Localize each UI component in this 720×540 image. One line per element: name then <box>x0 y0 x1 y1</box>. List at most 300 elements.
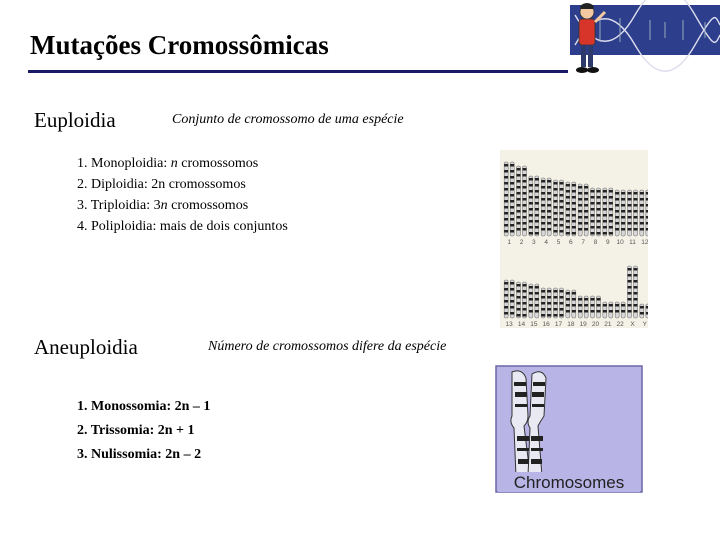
karyotype-label: 22 <box>616 321 624 328</box>
chromosome-band <box>517 216 521 219</box>
page-title: Mutações Cromossômicas <box>30 30 329 60</box>
chromosome-band <box>504 300 508 303</box>
chromosome-band <box>572 304 576 307</box>
chromosome-band <box>554 200 558 203</box>
chromosome-band <box>541 180 545 183</box>
chromosome-band <box>523 168 527 171</box>
chromosome-band <box>547 186 551 189</box>
chromosome-band <box>621 304 625 307</box>
chromosome-band <box>560 200 564 203</box>
chromosome-band <box>529 184 533 187</box>
karyotype-label: X <box>630 321 635 328</box>
chromosome-band <box>566 226 570 229</box>
chromosome-band <box>504 288 508 291</box>
chromosome-band <box>603 196 607 199</box>
chromosome-band <box>640 204 644 207</box>
chromosome-band <box>572 226 576 229</box>
chromosome-band <box>634 310 638 313</box>
chromosome-band <box>634 222 638 225</box>
chromosome-band <box>591 304 595 307</box>
chromosome-band <box>529 196 533 199</box>
chromosome-band <box>523 222 527 225</box>
chromosome-band <box>560 188 564 191</box>
chromosome-band <box>517 168 521 171</box>
chromosome-band <box>541 192 545 195</box>
chromosome-band <box>603 226 607 229</box>
chromosome-band <box>572 202 576 205</box>
chromosome-band <box>541 204 545 207</box>
chromosome-band <box>578 198 582 201</box>
chromosome-band <box>566 310 570 313</box>
chromosome-band <box>584 222 588 225</box>
chromosome-band <box>628 192 632 195</box>
chromosome-band <box>554 182 558 185</box>
chromosome-band <box>510 200 514 203</box>
chromosome-band <box>554 212 558 215</box>
chromosome-band <box>517 180 521 183</box>
chromosome-band <box>517 222 521 225</box>
chromosome-band <box>541 228 545 231</box>
chromosome-band <box>584 304 588 307</box>
chromosome-band <box>541 296 545 299</box>
chromosome-band <box>523 204 527 207</box>
chromosome-band <box>517 186 521 189</box>
chromosome-band <box>541 290 545 293</box>
chromosome-band <box>529 232 533 235</box>
chromosome-band <box>603 190 607 193</box>
chromosome-band <box>535 298 539 301</box>
chromosome <box>529 284 533 318</box>
chromosome-band <box>523 180 527 183</box>
chromosome-band <box>634 274 638 277</box>
chromosome-band <box>584 216 588 219</box>
chromosomes-graphic <box>494 364 644 494</box>
chromosome-band <box>566 214 570 217</box>
chromosome-band <box>566 190 570 193</box>
chromosome-band <box>572 190 576 193</box>
chromosome-band <box>554 296 558 299</box>
chromosome-band <box>541 222 545 225</box>
chromosome-band <box>609 196 613 199</box>
chromosome-band <box>621 192 625 195</box>
chromosome-band <box>566 304 570 307</box>
chromosome-band <box>510 164 514 167</box>
chromosome-band <box>554 302 558 305</box>
chromosome <box>603 188 607 236</box>
chromosome-band <box>640 306 644 309</box>
chromosome-band <box>597 208 601 211</box>
chromosome-band <box>529 178 533 181</box>
chromosome-band <box>560 194 564 197</box>
chromosome-band <box>634 198 638 201</box>
chromosome-band <box>609 202 613 205</box>
chromosome-band <box>566 232 570 235</box>
chromosome-band <box>578 192 582 195</box>
chromosome-band <box>628 210 632 213</box>
karyotype-label: 11 <box>629 239 636 246</box>
chromosome-band <box>597 214 601 217</box>
chromosome-band <box>566 298 570 301</box>
chromosome-band <box>554 290 558 293</box>
chromosome-band <box>504 212 508 215</box>
chromosome-band <box>609 310 613 313</box>
chromosome-band <box>535 202 539 205</box>
karyotype-label: 9 <box>606 239 610 246</box>
chromosome-band <box>504 282 508 285</box>
chromosome-band <box>634 298 638 301</box>
chromosome-band <box>504 182 508 185</box>
chromosome-band <box>535 178 539 181</box>
chromosome-band <box>547 222 551 225</box>
chromosome-band <box>584 204 588 207</box>
chromosome-band <box>603 310 607 313</box>
chromosome-band <box>584 228 588 231</box>
chromosome-band <box>523 216 527 219</box>
chromosome-band <box>646 192 648 195</box>
chromosome-band <box>609 304 613 307</box>
chromosome-band <box>517 210 521 213</box>
chromosome-band <box>584 298 588 301</box>
chromosome-band <box>510 218 514 221</box>
chromosome-band <box>517 228 521 231</box>
chromosome <box>517 282 521 318</box>
chromosome-band <box>566 196 570 199</box>
chromosome-band <box>646 306 648 309</box>
euploidia-list <box>77 153 288 237</box>
chromosome-band <box>535 220 539 223</box>
chromosome-band <box>560 308 564 311</box>
chromosome-band <box>523 290 527 293</box>
chromosome-band <box>523 228 527 231</box>
chromosome-band <box>578 298 582 301</box>
karyotype-label: 10 <box>616 239 624 246</box>
chromosome-band <box>578 310 582 313</box>
chromosome-band <box>640 222 644 225</box>
chromosome-band <box>615 222 619 225</box>
chromosome-band <box>621 198 625 201</box>
chromosome-band <box>621 210 625 213</box>
chromosome-band <box>541 198 545 201</box>
chromosome-band <box>504 188 508 191</box>
chromosome-band <box>591 226 595 229</box>
aneuploidia-list <box>77 395 210 467</box>
chromosome-band <box>584 310 588 313</box>
karyotype-label: 18 <box>567 321 575 328</box>
chromosome-band <box>541 314 545 317</box>
chromosome-band <box>510 312 514 315</box>
chromosome-band <box>603 232 607 235</box>
chromosome-band <box>510 182 514 185</box>
chromosome-band <box>646 228 648 231</box>
chromosome-band <box>504 230 508 233</box>
chromosome-band <box>646 216 648 219</box>
chromosome-band <box>529 226 533 229</box>
chromosome-band <box>621 310 625 313</box>
chromosome-band <box>646 198 648 201</box>
chromosome-band <box>578 304 582 307</box>
chromosome-band <box>634 228 638 231</box>
karyotype-label: 5 <box>556 239 561 246</box>
chromosome-band <box>603 214 607 217</box>
chromosome-band <box>572 232 576 235</box>
chromosome-band <box>547 308 551 311</box>
chromosome-band <box>560 224 564 227</box>
chromosome-band <box>535 304 539 307</box>
chromosome-band <box>591 232 595 235</box>
chromosome-band <box>578 186 582 189</box>
chromosome-band <box>523 296 527 299</box>
karyotype-label: 2 <box>519 239 524 246</box>
chromosome-band <box>510 194 514 197</box>
chromosome-band <box>615 310 619 313</box>
chromosome-band <box>646 312 648 315</box>
karyotype-label: 3 <box>532 239 536 246</box>
chromosome-band <box>523 186 527 189</box>
chromosome-band <box>578 222 582 225</box>
chromosomes-label: Chromosomes <box>513 473 625 492</box>
chromosome-band <box>634 192 638 195</box>
chromosome-band <box>603 220 607 223</box>
chromosome-band <box>591 310 595 313</box>
chromosome-band <box>523 210 527 213</box>
chromosome-band <box>615 216 619 219</box>
chromosome-band <box>504 194 508 197</box>
chromosome-band <box>535 292 539 295</box>
chromosome-band <box>560 314 564 317</box>
chromosome-band <box>560 218 564 221</box>
chromosome-band <box>510 188 514 191</box>
chromosome-band <box>572 292 576 295</box>
chromosome-band <box>560 206 564 209</box>
chromosome-band <box>510 282 514 285</box>
chromosome-band <box>529 298 533 301</box>
chromosome-band <box>535 214 539 217</box>
chromosome-band <box>640 210 644 213</box>
chromosome-band <box>634 292 638 295</box>
chromosome-band <box>640 312 644 315</box>
chromosome-band <box>529 310 533 313</box>
karyotype-label: 15 <box>530 321 538 328</box>
chromosome-band <box>529 202 533 205</box>
chromosome-band <box>597 202 601 205</box>
chromosome-band <box>554 206 558 209</box>
chromosome-band <box>547 204 551 207</box>
chromosome-band <box>554 224 558 227</box>
karyotype-label: 16 <box>542 321 550 328</box>
chromosome-band <box>640 228 644 231</box>
chromosome-band <box>584 198 588 201</box>
chromosome-band <box>646 210 648 213</box>
chromosome-band <box>615 228 619 231</box>
chromosome-band <box>621 222 625 225</box>
chromosome-band <box>523 192 527 195</box>
chromosome-band <box>597 226 601 229</box>
chromosome-band <box>535 286 539 289</box>
chromosome-band <box>572 208 576 211</box>
chromosome-band <box>547 290 551 293</box>
chromosome-band <box>640 198 644 201</box>
chromosome-band <box>640 216 644 219</box>
chromosome-band <box>634 286 638 289</box>
chromosome-band <box>646 204 648 207</box>
karyotype-label: 21 <box>604 321 612 328</box>
chromosome-band <box>517 284 521 287</box>
chromosome-band <box>578 228 582 231</box>
chromosome-band <box>523 198 527 201</box>
chromosome-band <box>566 202 570 205</box>
chromosome-band <box>603 202 607 205</box>
chromosome-band <box>572 310 576 313</box>
chromosome-band <box>523 284 527 287</box>
chromosome-band <box>523 314 527 317</box>
chromosome-band <box>504 206 508 209</box>
aneuploidia-heading: Aneuploidia <box>34 335 138 359</box>
karyotype-label: 19 <box>579 321 587 328</box>
chromosome-band <box>535 226 539 229</box>
chromosome <box>535 284 539 318</box>
chromosome-band <box>634 210 638 213</box>
chromosome-band <box>591 214 595 217</box>
title-underline <box>28 70 568 73</box>
chromosome-band <box>510 176 514 179</box>
chromosome-band <box>510 224 514 227</box>
chromosome-band <box>615 204 619 207</box>
chromosome-band <box>510 170 514 173</box>
chromosome-band <box>510 212 514 215</box>
chromosome-band <box>541 302 545 305</box>
chromosome-band <box>591 208 595 211</box>
chromosome-band <box>517 302 521 305</box>
chromosome-band <box>504 294 508 297</box>
karyotype-label: 17 <box>554 321 563 328</box>
chromosome-band <box>597 298 601 301</box>
chromosome-band <box>628 216 632 219</box>
chromosome-band <box>628 304 632 307</box>
karyotype-label: 6 <box>569 239 573 246</box>
chromosome-band <box>628 274 632 277</box>
chromosome-band <box>609 214 613 217</box>
karyotype-row-2 <box>504 266 648 328</box>
chromosome-band <box>541 210 545 213</box>
chromosome-band <box>591 220 595 223</box>
list-item: 2. Diploidia: 2n cromossomos <box>77 177 246 192</box>
chromosome <box>609 188 613 236</box>
karyotype-label: 1 <box>507 239 511 246</box>
chromosome-band <box>517 290 521 293</box>
chromosome-band <box>504 224 508 227</box>
chromosome-band <box>560 290 564 293</box>
chromosome-band <box>621 228 625 231</box>
chromosome-band <box>504 170 508 173</box>
chromosome-band <box>547 180 551 183</box>
karyotype-label: 20 <box>591 321 600 328</box>
chromosome-band <box>547 302 551 305</box>
chromosome-band <box>628 268 632 271</box>
chromosome-band <box>529 292 533 295</box>
chromosome-band <box>529 208 533 211</box>
chromosome-band <box>504 164 508 167</box>
chromosome-band <box>535 310 539 313</box>
chromosome-band <box>634 280 638 283</box>
chromosome-band <box>535 208 539 211</box>
chromosome-band <box>504 176 508 179</box>
karyotype-label: 7 <box>581 239 585 246</box>
chromosome-band <box>547 192 551 195</box>
chromosome-band <box>529 220 533 223</box>
chromosome-band <box>597 304 601 307</box>
chromosome-band <box>609 226 613 229</box>
list-item: 1. Monossomia: 2n – 1 <box>77 399 211 414</box>
chromosome-band <box>578 210 582 213</box>
chromosome-band <box>628 310 632 313</box>
chromosome-band <box>572 298 576 301</box>
chromosome-band <box>597 232 601 235</box>
chromosome-band <box>560 302 564 305</box>
karyotype-label: 13 <box>505 321 513 328</box>
chromosome-band <box>584 210 588 213</box>
chromosome-band <box>591 196 595 199</box>
chromosome <box>597 188 601 236</box>
chromosome-band <box>560 296 564 299</box>
chromosome-band <box>535 196 539 199</box>
chromosome-band <box>609 232 613 235</box>
karyotype-image <box>500 150 648 328</box>
chromosome-band <box>566 292 570 295</box>
chromosome-band <box>547 296 551 299</box>
karyotype-label: 12 <box>641 239 648 246</box>
chromosome-band <box>634 204 638 207</box>
chromosome-band <box>566 208 570 211</box>
karyotype-row-1 <box>504 162 648 246</box>
chromosome-band <box>597 196 601 199</box>
chromosome-band <box>634 304 638 307</box>
chromosome-band <box>517 296 521 299</box>
chromosome-band <box>560 182 564 185</box>
chromosome <box>591 188 595 236</box>
list-item: 1. Monoploidia: n cromossomos <box>77 156 259 171</box>
chromosome-band <box>523 174 527 177</box>
chromosome-band <box>554 314 558 317</box>
chromosome-band <box>578 216 582 219</box>
chromosome-band <box>609 190 613 193</box>
chromosome-band <box>615 192 619 195</box>
aneuploidia-definition: Número de cromossomos difere da espécie <box>208 339 447 354</box>
chromosome-band <box>560 212 564 215</box>
chromosome-band <box>628 222 632 225</box>
chromosome-band <box>615 210 619 213</box>
chromosome-band <box>603 304 607 307</box>
chromosome-band <box>628 198 632 201</box>
chromosome-band <box>566 220 570 223</box>
chromosome-band <box>621 216 625 219</box>
chromosome-band <box>517 308 521 311</box>
chromosome-band <box>504 306 508 309</box>
chromosome-band <box>541 308 545 311</box>
chromosome-band <box>541 216 545 219</box>
chromosome-band <box>628 228 632 231</box>
chromosome-band <box>529 190 533 193</box>
chromosome-band <box>529 214 533 217</box>
chromosome-band <box>628 204 632 207</box>
chromosome-band <box>634 216 638 219</box>
chromosome-band <box>547 314 551 317</box>
chromosome-band <box>597 190 601 193</box>
chromosome-band <box>591 190 595 193</box>
chromosome-band <box>535 184 539 187</box>
chromosome-band <box>523 302 527 305</box>
chromosome-band <box>554 218 558 221</box>
chromosome-band <box>510 230 514 233</box>
